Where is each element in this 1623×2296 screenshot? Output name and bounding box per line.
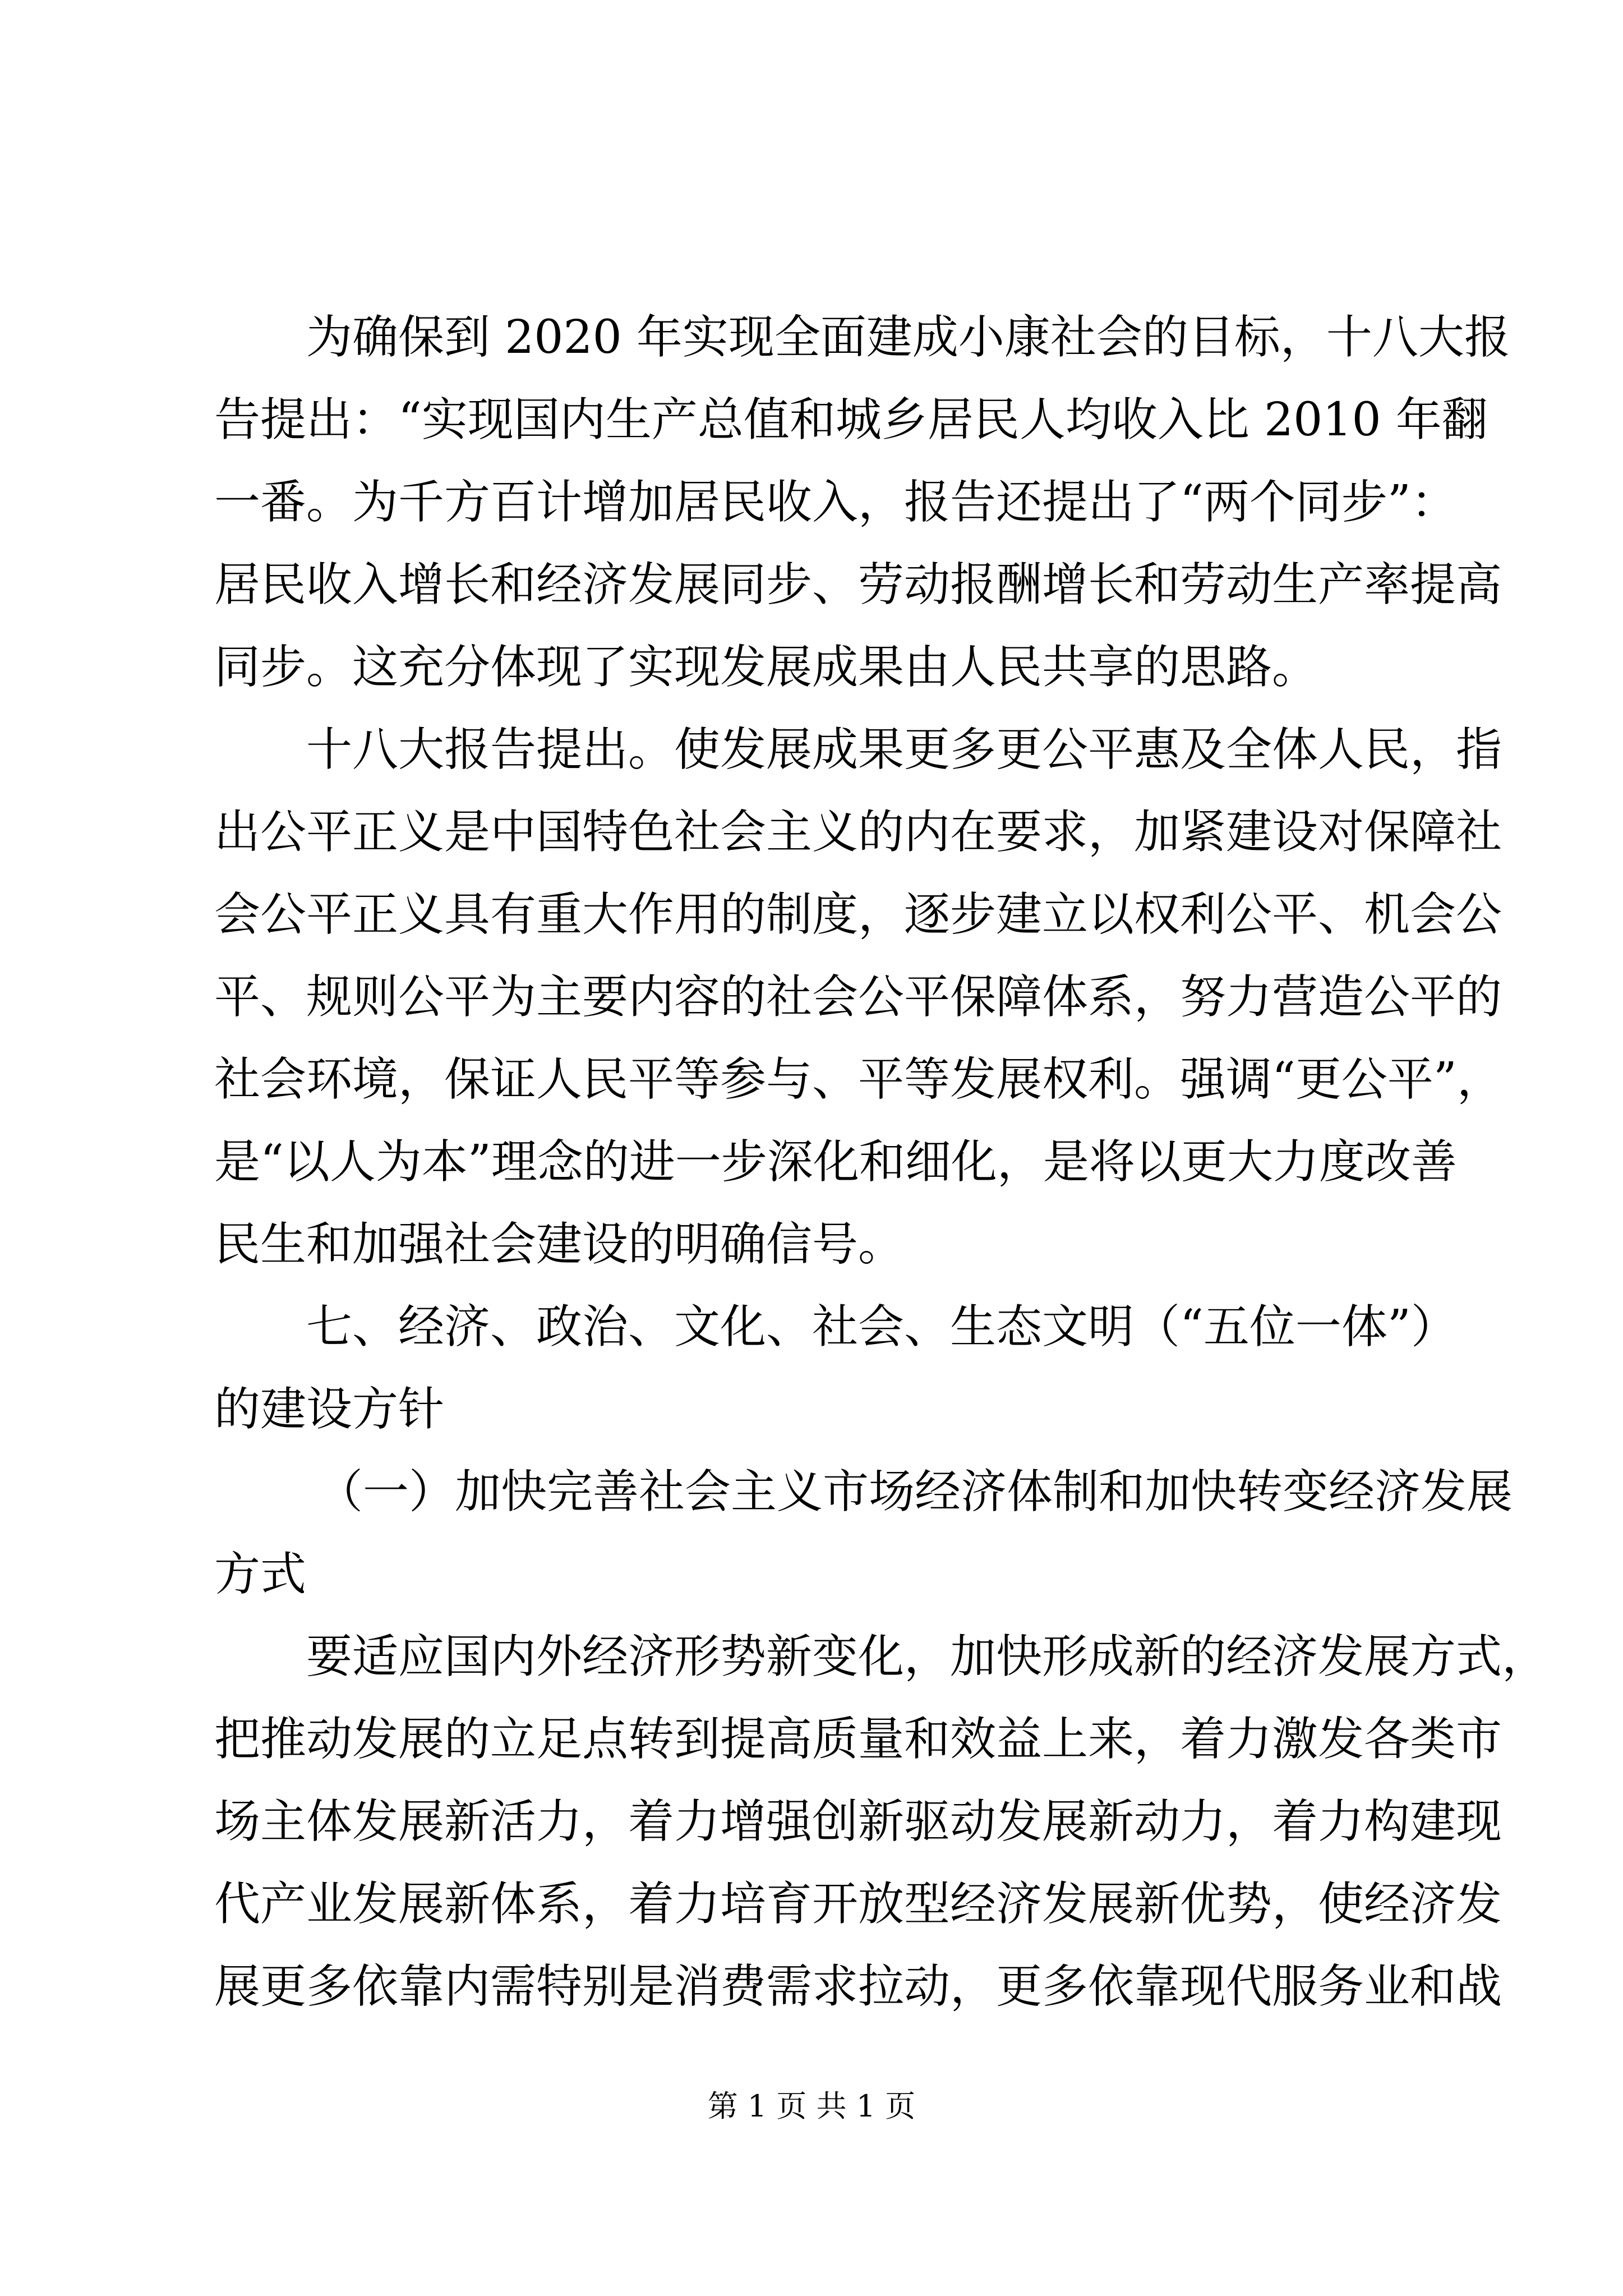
text-line: 会公平正义具有重大作用的制度，逐步建立以权利公平、机会公 (214, 888, 1502, 941)
section-heading: 七、经济、政治、文化、社会、生态文明（“五位一体”） (306, 1300, 1457, 1354)
text-line: 出公平正义是中国特色社会主义的内在要求，加紧建设对保障社 (214, 806, 1502, 859)
text-line: 展更多依靠内需特别是消费需求拉动，更多依靠现代服务业和战 (214, 1960, 1502, 2013)
text-line: 十八大报告提出。使发展成果更多更公平惠及全体人民，指 (306, 723, 1502, 776)
text-line: 同步。这充分体现了实现发展成果由人民共享的思路。 (214, 641, 1318, 694)
subsection-heading: （一）加快完善社会主义市场经济体制和加快转变经济发展 (317, 1465, 1513, 1519)
text-line: 社会环境，保证人民平等参与、平等发展权利。强调“更公平”， (214, 1053, 1503, 1106)
page-footer: 第 1 页 共 1 页 (707, 2088, 916, 2124)
subsection-heading: 方式 (214, 1548, 307, 1601)
text-line: 要适应国内外经济形势新变化，加快形成新的经济发展方式， (306, 1630, 1548, 1683)
text-line: 平、规则公平为主要内容的社会公平保障体系，努力营造公平的 (214, 970, 1502, 1024)
text-line: 告提出：“实现国内生产总值和城乡居民人均收入比 2010 年翻 (214, 393, 1488, 447)
text-line: 代产业发展新体系，着力培育开放型经济发展新优势，使经济发 (214, 1878, 1502, 1931)
text-line: 一番。为千方百计增加居民收入，报告还提出了“两个同步”： (214, 476, 1457, 529)
text-line: 场主体发展新活力，着力增强创新驱动发展新动力，着力构建现 (214, 1795, 1502, 1848)
text-line: 民生和加强社会建设的明确信号。 (214, 1218, 905, 1271)
section-heading: 的建设方针 (214, 1383, 445, 1436)
text-line: 为确保到 2020 年实现全面建成小康社会的目标，十八大报 (306, 311, 1510, 364)
text-line: 把推动发展的立足点转到提高质量和效益上来，着力激发各类市 (214, 1713, 1502, 1766)
text-line: 是“以人为本”理念的进一步深化和细化，是将以更大力度改善 (214, 1135, 1457, 1189)
text-line: 居民收入增长和经济发展同步、劳动报酬增长和劳动生产率提高 (214, 558, 1502, 611)
